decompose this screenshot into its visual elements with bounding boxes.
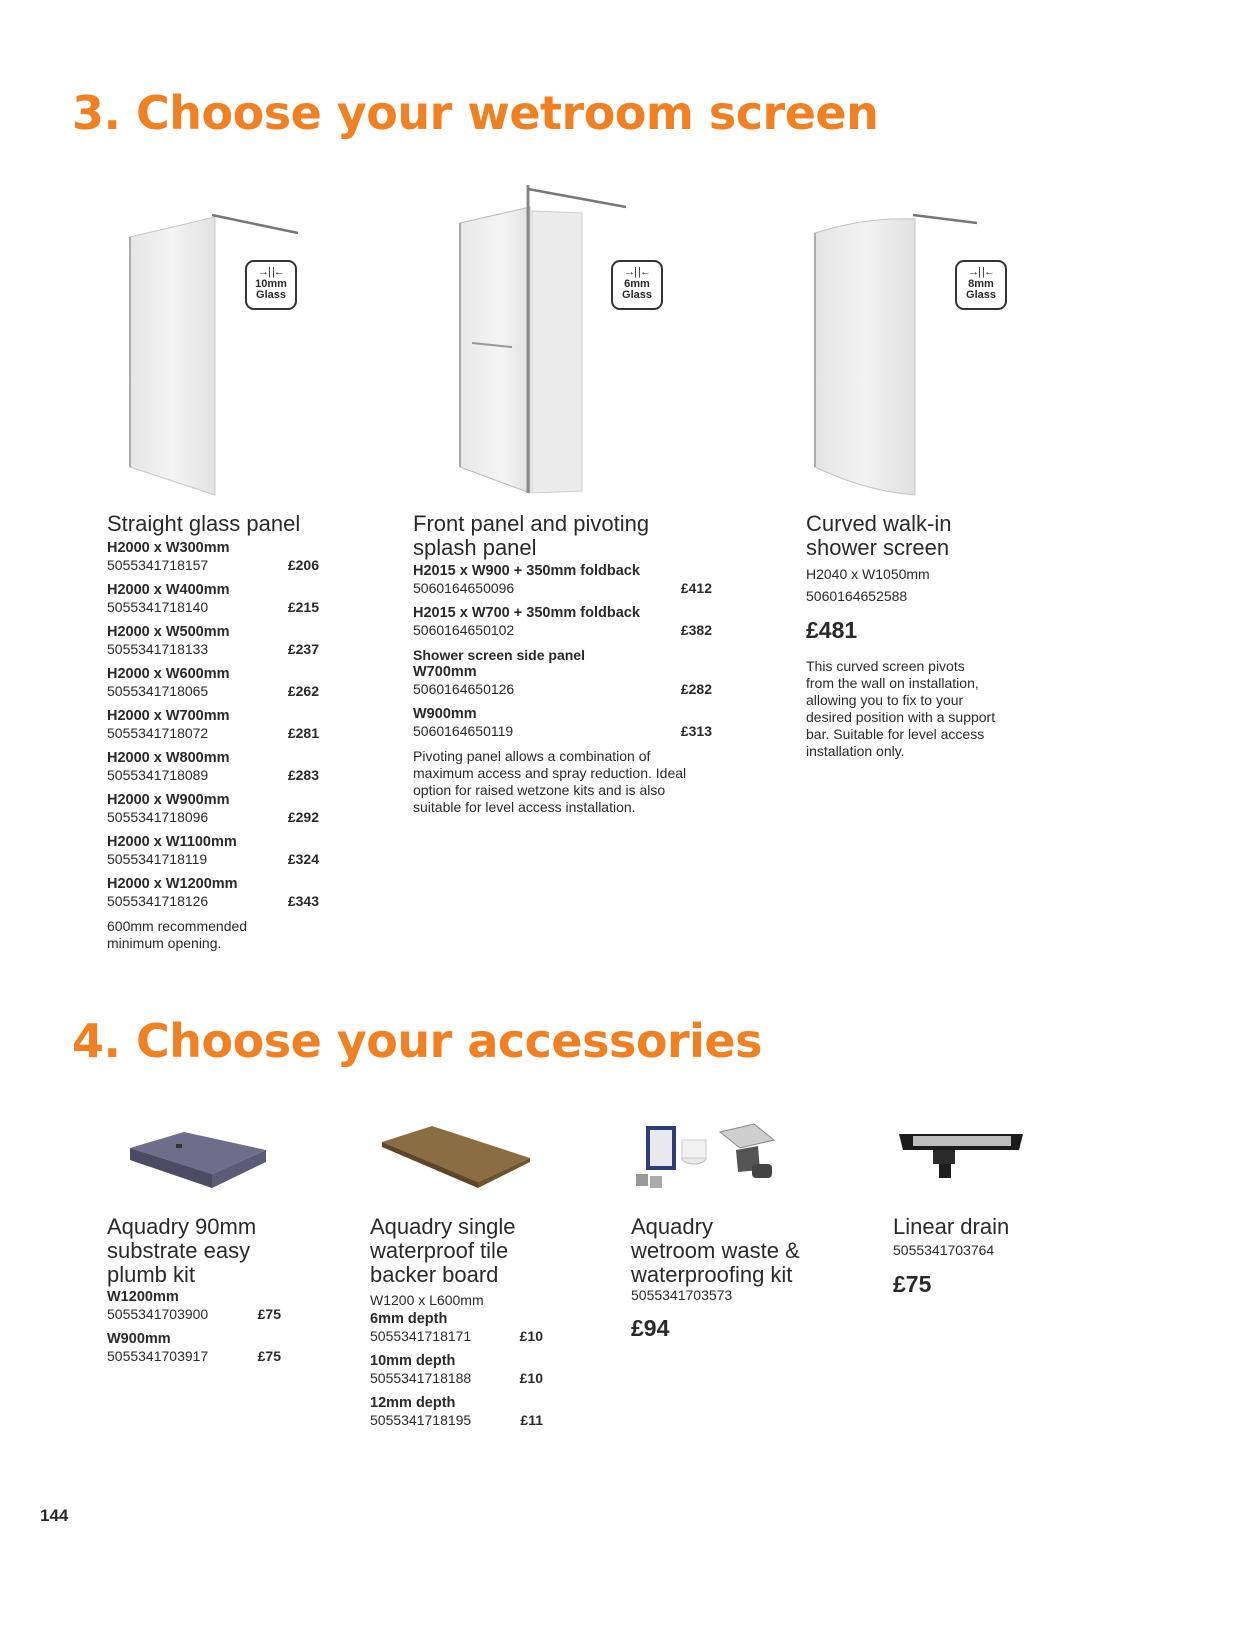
waste-waterproofing-kit-image — [632, 1118, 782, 1200]
title-line: backer board — [370, 1262, 499, 1287]
product-size: W1200 x L600mm — [370, 1292, 484, 1308]
badge-thickness: 8mm — [968, 278, 994, 290]
variant-row — [107, 1289, 281, 1331]
variant-code: 5055341718065 — [107, 683, 209, 699]
variant-row — [413, 664, 712, 706]
variant-code: 5055341718096 — [107, 809, 209, 825]
variant-size: H2000 x W700mm — [107, 708, 230, 724]
glass-thickness-badge — [611, 260, 663, 310]
variant-price: £10 — [519, 1328, 543, 1344]
title-line: plumb kit — [107, 1262, 196, 1287]
variant-row — [413, 706, 712, 748]
variant-size: 10mm depth — [370, 1353, 456, 1369]
product-description — [806, 658, 1026, 760]
straight-glass-panel-image — [120, 205, 310, 505]
variant-row — [107, 834, 319, 876]
variant-price: £343 — [287, 893, 319, 909]
product-code: 5055341703764 — [893, 1242, 995, 1258]
variant-price: £206 — [287, 557, 319, 573]
width-arrows-icon: →| |← — [258, 266, 284, 278]
title-line: substrate easy — [107, 1238, 251, 1263]
product-details — [893, 1242, 994, 1298]
description-line: maximum access and spray reduction. Ideal — [413, 765, 687, 781]
glass-thickness-badge — [245, 260, 297, 310]
section-heading-wetroom-screen: 3. Choose your wetroom screen — [72, 86, 879, 140]
width-arrows-icon: →| |← — [968, 266, 994, 278]
variant-size: W900mm — [107, 1331, 171, 1347]
variant-row — [107, 624, 319, 666]
variant-size: H2015 x W900 + 350mm foldback — [413, 563, 640, 579]
product-details — [806, 563, 1026, 760]
product-code: 5060164652588 — [806, 588, 908, 604]
variant-code: 5055341718072 — [107, 725, 209, 741]
note-line: minimum opening. — [107, 935, 222, 951]
variant-row — [370, 1311, 543, 1353]
title-line: Aquadry — [631, 1214, 713, 1239]
variant-price: £412 — [680, 580, 712, 596]
variant-row — [107, 708, 319, 750]
variant-price: £11 — [520, 1412, 543, 1428]
description-line: allowing you to fix to your — [806, 692, 964, 708]
variant-price: £10 — [519, 1370, 543, 1386]
variant-size: W700mm — [413, 664, 477, 680]
variant-size: H2000 x W300mm — [107, 540, 230, 556]
title-line: waterproofing kit — [631, 1262, 793, 1287]
product-code: 5055341703573 — [631, 1287, 733, 1303]
product-title — [370, 1215, 516, 1287]
variant-size: H2000 x W600mm — [107, 666, 230, 682]
description-line: from the wall on installation, — [806, 675, 979, 691]
variant-size: W1200mm — [107, 1289, 179, 1305]
product-price: £75 — [893, 1271, 932, 1297]
variant-row — [107, 540, 319, 582]
variant-row — [107, 750, 319, 792]
variant-code: 5060164650102 — [413, 622, 515, 638]
variant-list — [370, 1289, 543, 1437]
variant-size: 6mm depth — [370, 1311, 448, 1327]
variant-code: 5055341718126 — [107, 893, 209, 909]
variant-price: £382 — [680, 622, 712, 638]
product-price: £94 — [631, 1315, 670, 1341]
variant-size: H2000 x W1200mm — [107, 876, 238, 892]
variant-price: £292 — [287, 809, 319, 825]
variant-code: 5055341718188 — [370, 1370, 472, 1386]
variant-code: 5060164650126 — [413, 681, 515, 697]
variant-row — [107, 1331, 281, 1373]
section-heading-accessories: 4. Choose your accessories — [72, 1014, 763, 1068]
variant-list — [107, 540, 319, 952]
badge-thickness: 10mm — [255, 278, 287, 290]
variant-code: 5060164650119 — [413, 723, 514, 739]
side-panel-label: Shower screen side panel — [413, 647, 585, 663]
product-details — [631, 1287, 732, 1342]
variant-price: £75 — [257, 1348, 281, 1364]
title-line: Curved walk-in — [806, 511, 952, 536]
variant-size: H2015 x W700 + 350mm foldback — [413, 605, 640, 621]
variant-price: £215 — [287, 599, 319, 615]
badge-label: Glass — [966, 289, 996, 301]
linear-drain-image — [895, 1128, 1027, 1188]
variant-code: 5060164650096 — [413, 580, 515, 596]
variant-row — [370, 1353, 543, 1395]
product-title — [806, 512, 952, 560]
description-line: Pivoting panel allows a combination of — [413, 748, 651, 764]
page-number: 144 — [40, 1506, 69, 1525]
variant-code: 5055341718171 — [370, 1328, 472, 1344]
variant-list — [413, 563, 712, 816]
title-line: Aquadry single — [370, 1214, 516, 1239]
variant-row — [370, 1395, 543, 1437]
variant-price: £282 — [680, 681, 712, 697]
variant-code: 5055341718089 — [107, 767, 209, 783]
description-line: installation only. — [806, 743, 905, 759]
title-line: wetroom waste & — [631, 1238, 800, 1263]
variant-row — [413, 605, 712, 647]
variant-row — [107, 582, 319, 624]
product-description — [413, 748, 712, 816]
variant-size: H2000 x W400mm — [107, 582, 230, 598]
variant-price: £283 — [287, 767, 319, 783]
variant-code: 5055341718157 — [107, 557, 209, 573]
badge-thickness: 6mm — [624, 278, 650, 290]
badge-label: Glass — [622, 289, 652, 301]
title-line: Aquadry 90mm — [107, 1214, 257, 1239]
variant-size: H2000 x W500mm — [107, 624, 230, 640]
variant-price: £237 — [287, 641, 319, 657]
variant-code: 5055341718140 — [107, 599, 209, 615]
variant-code: 5055341718133 — [107, 641, 209, 657]
width-arrows-icon: →| |← — [624, 266, 650, 278]
description-line: desired position with a support — [806, 709, 996, 725]
product-title — [631, 1215, 800, 1287]
variant-size: H2000 x W900mm — [107, 792, 230, 808]
variant-row — [107, 876, 319, 918]
description-line: This curved screen pivots — [806, 658, 965, 674]
product-title: Straight glass panel — [107, 511, 301, 536]
product-note — [107, 918, 319, 952]
variant-price: £324 — [287, 851, 319, 867]
variant-price: £281 — [287, 725, 319, 741]
description-line: option for raised wetzone kits and is also — [413, 782, 666, 798]
front-panel-pivoting-image — [450, 175, 640, 505]
variant-code: 5055341718119 — [107, 851, 208, 867]
variant-size: W900mm — [413, 706, 477, 722]
product-title: Linear drain — [893, 1214, 1010, 1239]
substrate-kit-image — [122, 1128, 272, 1194]
variant-row — [413, 563, 712, 605]
note-line: 600mm recommended — [107, 918, 248, 934]
product-price: £481 — [806, 617, 858, 643]
variant-price: £313 — [680, 723, 712, 739]
title-line: shower screen — [806, 535, 950, 560]
curved-walk-in-screen-image — [805, 205, 995, 505]
title-line: splash panel — [413, 535, 537, 560]
variant-code: 5055341718195 — [370, 1412, 472, 1428]
description-line: bar. Suitable for level access — [806, 726, 985, 742]
product-title — [107, 1215, 256, 1287]
variant-price: £75 — [257, 1306, 281, 1322]
title-line: Front panel and pivoting — [413, 511, 650, 536]
badge-label: Glass — [256, 289, 286, 301]
variant-list — [107, 1289, 281, 1373]
variant-code: 5055341703917 — [107, 1348, 209, 1364]
product-size: H2040 x W1050mm — [806, 566, 930, 582]
backer-board-image — [378, 1122, 533, 1194]
product-title — [413, 512, 649, 560]
glass-thickness-badge — [955, 260, 1007, 310]
title-line: waterproof tile — [370, 1238, 509, 1263]
variant-size: H2000 x W800mm — [107, 750, 230, 766]
variant-price: £262 — [287, 683, 319, 699]
variant-size: 12mm depth — [370, 1395, 456, 1411]
variant-row — [107, 666, 319, 708]
variant-size: H2000 x W1100mm — [107, 834, 237, 850]
description-line: suitable for level access installation. — [413, 799, 636, 815]
variant-row — [107, 792, 319, 834]
variant-code: 5055341703900 — [107, 1306, 209, 1322]
